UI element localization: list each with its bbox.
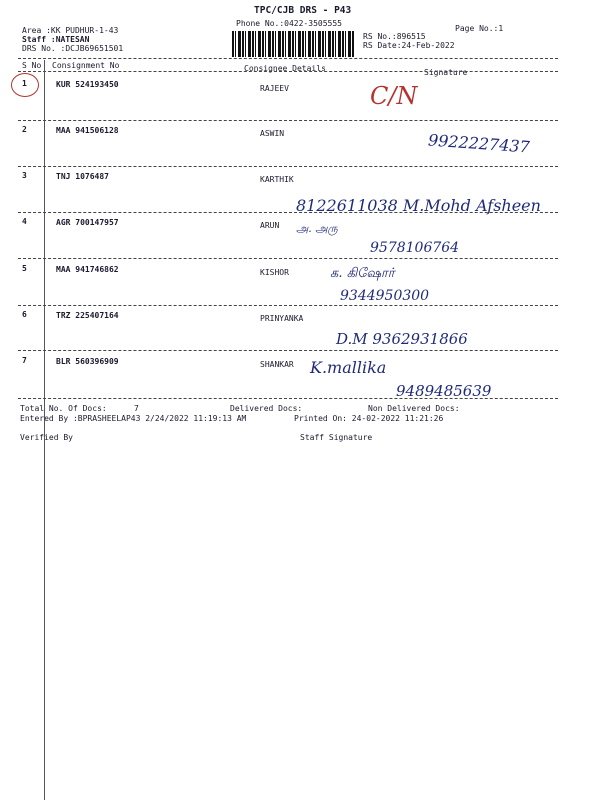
rs-date: RS Date:24-Feb-2022 [363,41,455,50]
row-signature: க. கிஷோர் [330,266,395,281]
phone-number: Phone No.:0422-3505555 [236,19,342,28]
row-signature: 8122611038 M.Mohd Afsheen [296,196,541,215]
total-docs-label: Total No. Of Docs: [20,404,107,413]
row-consignee: RAJEEV [260,84,289,93]
row-consignment: MAA 941746862 [56,265,119,274]
row-consignment: KUR 524193450 [56,80,119,89]
drs-number: DRS No. :DCJB69651501 [22,44,124,53]
col-s-no: S No [22,61,42,70]
row-divider [18,120,558,121]
col-consignee: Consignee Details [244,64,326,73]
delivered-docs-label: Delivered Docs: [230,404,303,413]
row-signature: C/N [370,82,418,110]
row-s-no: 7 [22,356,27,365]
staff-signature-label: Staff Signature [300,433,373,442]
area-label: Area :KK PUDHUR-1-43 [22,26,119,35]
row-consignee: KARTHIK [260,175,294,184]
rs-number: RS No.:896515 [363,32,426,41]
row-signature: 9922227437 [427,130,531,157]
row-s-no: 3 [22,171,27,180]
entered-by: Entered By :BPRASHEELAP43 2/24/2022 11:19:13 AM [20,414,247,423]
row-consignment: TRZ 225407164 [56,311,119,320]
header-bottom-rule [18,71,558,72]
row-consignee: SHANKAR [260,360,294,369]
row-consignee: KISHOR [260,268,289,277]
total-docs-value: 7 [134,404,139,413]
row-s-no: 2 [22,125,27,134]
row-s-no: 6 [22,310,27,319]
row-divider [18,258,558,259]
row-consignee: ARUN [260,221,280,230]
verified-by-label: Verified By [20,433,73,442]
page-number: Page No.:1 [455,24,504,33]
row-consignee: ASWIN [260,129,285,138]
row-s-no: 5 [22,264,27,273]
row-signature-phone: 9344950300 [340,288,430,304]
left-margin-line [44,60,45,800]
row-consignment: TNJ 1076487 [56,172,109,181]
row-consignee: PRINYANKA [260,314,304,323]
row-s-no: 1 [22,79,27,88]
row-consignment: BLR 560396909 [56,357,119,366]
table-bottom-rule [18,398,558,399]
document-title: TPC/CJB DRS - P43 [254,5,352,16]
row-signature: D.M 9362931866 [336,330,468,348]
row-divider [18,305,558,306]
row-signature-phone: 9489485639 [396,382,492,400]
col-consignment: Consignment No [52,61,120,70]
row-signature: அ. அரு [296,222,338,235]
row-divider [18,350,558,351]
row-signature-phone: 9578106764 [370,240,460,256]
row-consignment: MAA 941506128 [56,126,119,135]
barcode-image [232,31,354,57]
row-divider [18,212,558,213]
row-signature: K.mallika [310,358,387,377]
printed-on: Printed On: 24-02-2022 11:21:26 [294,414,444,423]
row-consignment: AGR 700147957 [56,218,119,227]
staff-label: Staff :NATESAN [22,35,90,44]
row-divider [18,166,558,167]
col-signature: Signature [424,68,468,77]
row-s-no: 4 [22,217,27,226]
header-top-rule [18,58,558,59]
non-delivered-docs-label: Non Delivered Docs: [368,404,460,413]
